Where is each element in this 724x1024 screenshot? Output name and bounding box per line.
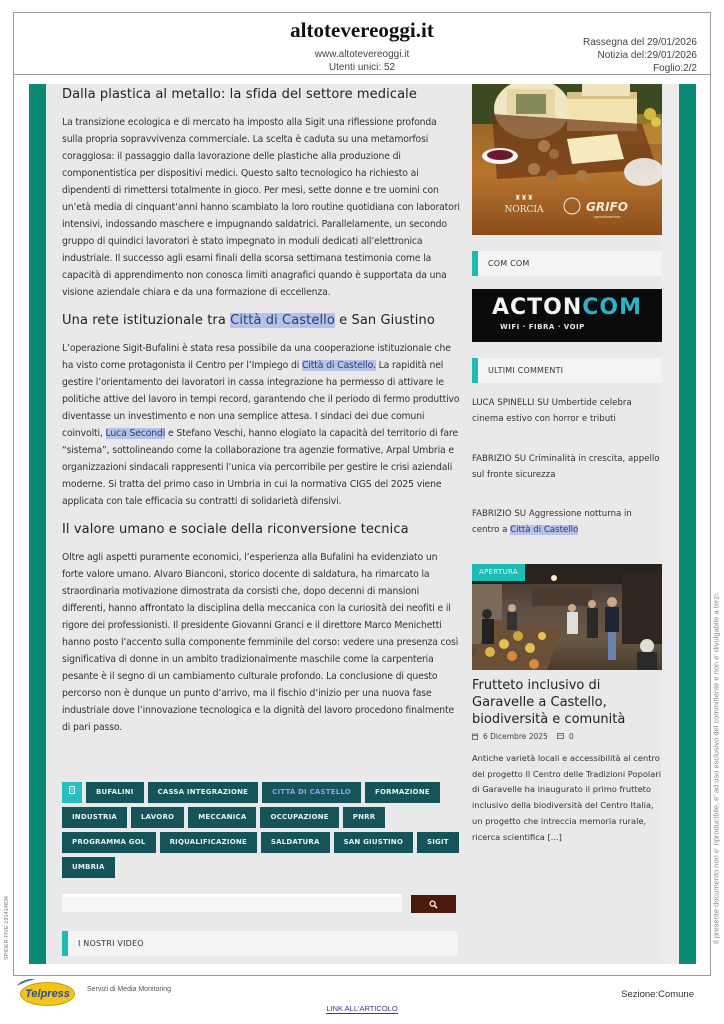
section-heading: Dalla plastica al metallo: la sfida del settore medicale [62,87,417,102]
svg-text:GRIFO: GRIFO [586,200,628,214]
notizia-date: Notizia del:29/01/2026 [597,50,697,61]
tag-sigit[interactable]: SIGIT [417,832,459,853]
featured-post-image[interactable] [472,564,662,670]
article-body [62,84,460,748]
search-icon [429,900,438,909]
highlight-link[interactable]: Luca Secondi [105,428,166,439]
footer-service-label: Servizi di Media Monitoring [87,986,172,993]
tag-occupazione[interactable]: OCCUPAZIONE [260,807,338,828]
article-link-wrap [0,1004,724,1013]
disclaimer-note [710,572,722,964]
tag-cassa-integrazione[interactable]: CASSA INTEGRAZIONE [148,782,259,803]
heading-text: Una rete istituzionale tra [62,313,231,328]
tag-list [62,782,462,878]
logo-part-com: COM [582,295,643,320]
highlight-link[interactable]: Città di Castello [230,313,335,328]
tag-san-giustino[interactable]: SAN GIUSTINO [334,832,413,853]
section-paragraph: La transizione ecologica e di mercato ha imposto alla Sigit una riflessione profonda sulla propria sopravvivenza commerciale. La scelta è caduta su una metamorfosi coraggiosa: il passaggio dalla lavorazione delle plastiche alla produzione di componentistica per dispositivi medici. Questo salto tecnologico ha richiesto ai dipendenti di rimettersi totalmente in gioco. Per mesi, sette donne e tre uomini con un’età media di cinquant’anni hanno scambiato la loro routine quotidiana con laboratori intensivi, indossando maschere e impugnando saldatrici. Parallelamente, un secondo gruppo di quindici lavoratori è stato impegnato in moduli dedicati all’elettronica industriale. Il successo agli esami finali della scorsa settimana testimonia come la capacità di apprendimento non conosca limiti anagrafici quando è supportata da una visione aziendale chiara e da una formazione di eccellenza. [62,117,460,298]
section-heading: Il valore umano e sociale della riconversione tecnica [62,522,409,537]
right-green-bar [679,84,696,964]
search-form [62,894,458,914]
unique-users: Utenti unici: 52 [328,62,396,73]
rassegna-date: Rassegna del 29/01/2026 [583,37,697,48]
paragraph-text: La rapidità nel gestire l’orientamento dei lavoratori in cassa integrazione ha permesso di attivare le politiche attive del lavoro in tempi record, garantendo che il periodo di fermo produttivo diventasse un investimento e non una semplice attesa. I sindaci dei due comuni coinvolti, [62,360,460,439]
tag-formazione[interactable]: FORMAZIONE [365,782,440,803]
widget-title-comcom [472,251,662,276]
tag-meccanica[interactable]: MECCANICA [188,807,256,828]
section-paragraph: Oltre agli aspetti puramente economici, l’esperienza alla Bufalini ha evidenziato un forte valore umano. Alvaro Bianconi, storico docente di saldatura, ha rimarcato la straordinaria motivazione dimostrata da corsisti che, dopo decenni di mansioni differenti, hanno affrontato la disciplina della meccanica con la curiosità dei neofiti e il rigore dei professionisti. Il presidente Giovanni Granci e il direttore Marco Menichetti hanno posto l’accento sulla componente femminile del corso: vedere una presenza così significativa di donne in un ambito tradizionalmente maschile come la carpenteria pesante è il segno di un cambiamento culturale profondo. La conclusione di questo percorso non è dunque un punto d’arrivo, ma il fischio d’inizio per una nuova fase industriale dove l’innovazione tecnologica e la dignità del lavoro procedono finalmente di pari passo. [62,552,459,733]
tag-industria[interactable]: INDUSTRIA [62,807,127,828]
svg-text:♜♜♜: ♜♜♜ [514,194,534,202]
site-title: altotevereoggi.it [290,18,434,42]
svg-text:agroalimentare: agroalimentare [593,215,621,219]
calendar-icon [472,733,478,740]
widget-accent [62,931,68,956]
highlight-link[interactable]: Città di Castello. [302,360,376,371]
featured-post-meta [472,732,574,741]
comment-text: FABRIZIO SU Aggressione notturna in centro a [472,509,632,535]
tag-pnrr[interactable]: PNRR [343,807,386,828]
telpress-logo [20,982,75,1006]
highlight-link[interactable]: Città di Castello [510,524,579,535]
ad-banner-actoncom[interactable] [472,289,662,342]
widget-accent [472,358,478,383]
widget-accent [472,251,478,276]
search-input[interactable] [62,894,402,912]
comment-item[interactable] [472,507,662,538]
tag-lavoro[interactable]: LAVORO [131,807,184,828]
featured-post-excerpt: Antiche varietà locali e accessibilità al centro del progetto Il Centro delle Tradizioni Popolari di Garavelle ha inaugurato il primo frutteto inclusivo della biodiversità del Centro Italia, un progetto che intreccia memoria rurale, ricerca scientifica [...] [472,753,662,842]
widget-title-label: COM COM [488,259,530,268]
widget-title-videos [62,931,458,956]
cheese-ad-image [472,84,662,235]
article-link[interactable]: LINK ALL'ARTICOLO [326,1004,398,1013]
comment-icon [557,733,564,740]
actoncom-tagline: WIFI · FIBRA · VOIP [500,323,585,331]
paragraph-text: e Stefano Veschi, hanno elogiato la capacità del territorio di fare “sistema”, sottolineando come la collaborazione tra agenzie formative, Arpal Umbria e organizzazioni sindacali rappresenti l’unica via percorribile per gestire le crisi aziendali moderne. Si tratta del primo caso in Umbria in cui la normativa CIGS del 2025 viene applicata con tale efficacia su contratti di solidarietà difensivi. [62,428,458,507]
logo-part-acton: ACTON [491,295,583,320]
post-date: 6 Dicembre 2025 [483,732,548,741]
telpress-logo-text: Telpress [25,988,70,1000]
header [13,12,711,75]
disclaimer-text: Il presente documento non e' riproducibile, e' ad uso esclusivo del committente e non e' divulgabile a terzi. [711,592,721,944]
tag-saldatura[interactable]: SALDATURA [261,832,330,853]
widget-title-label: ULTIMI COMMENTI [488,366,564,375]
search-button[interactable] [411,895,456,913]
featured-post-title[interactable]: Frutteto inclusivo di Garavelle a Castello, biodiversità e comunità [472,678,626,727]
tag-citta-di-castello[interactable]: CITTÀ DI CASTELLO [262,782,361,803]
actoncom-logo [472,295,662,320]
tag-programma-gol[interactable]: PROGRAMMA GOL [62,832,156,853]
tag-icon [62,782,82,803]
widget-title-label: I NOSTRI VIDEO [78,939,144,948]
comment-item[interactable]: LUCA SPINELLI SU Umbertide celebra cinema estivo con horror e tributi [472,398,632,424]
widget-title-comments [472,358,662,383]
tag-riqualificazione[interactable]: RIQUALIFICAZIONE [160,832,257,853]
document-id [2,880,12,975]
tag-umbria[interactable]: UMBRIA [62,857,115,878]
left-green-bar [29,84,46,964]
svg-text:NORCIA: NORCIA [504,205,544,215]
section-paragraph [62,340,460,510]
footer-section-label: Sezione:Comune [621,989,694,1000]
site-url: www.altotevereoggi.it [314,49,410,60]
paragraph-text: L’operazione Sigit-Bufalini è stata resa possibile da una cooperazione istituzionale che ha visto come protagonista il Centro per l’Impiego di [62,343,451,371]
comment-item[interactable]: FABRIZIO SU Criminalità in crescita, appello sul fronte sicurezza [472,454,660,480]
post-comments-count[interactable]: 0 [568,732,574,741]
document-id-text: SPIDER-FIVE-191414834 [4,895,10,960]
apertura-badge[interactable]: APERTURA [472,564,525,581]
ad-banner-cheese[interactable] [472,84,662,235]
heading-text: e San Giustino [334,313,435,328]
section-heading [62,313,460,328]
foglio: Foglio:2/2 [653,63,697,74]
tag-bufalini[interactable]: BUFALINI [86,782,144,803]
clipping-meta [583,36,697,75]
